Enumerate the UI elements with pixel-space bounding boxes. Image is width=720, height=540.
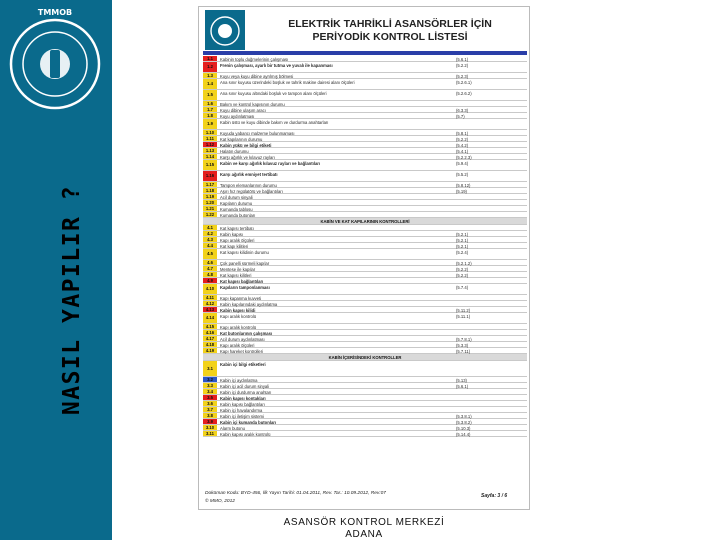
row-description: Frenin çalışması, ayarlı bir tutma ve yuvalı ile kapanması: [220, 63, 333, 68]
row-description: Kumanda tablosu: [220, 207, 253, 212]
row-code: 1.1: [203, 56, 217, 61]
row-code: 1.19: [203, 194, 217, 199]
row-reference: (5.3.3): [456, 343, 469, 348]
row-reference: (5.7.4): [456, 285, 469, 290]
checklist-row: [203, 361, 527, 377]
checklist-row: [203, 171, 527, 182]
document-logo-icon: [205, 10, 245, 50]
row-code: 4.9: [203, 278, 217, 283]
checklist-row: [203, 431, 527, 437]
row-description: Kapı hareket kontrolleri: [220, 349, 264, 354]
checklist-row: [203, 284, 527, 295]
row-description: Kabin içi acil durum sinyali: [220, 384, 270, 389]
row-description: Mentese ile kapılar: [220, 267, 256, 272]
document-page-number: Sayfa: 3 / 6: [481, 493, 508, 499]
row-code: 3.7: [203, 407, 217, 412]
checklist-row: [203, 119, 527, 130]
row-description: Halatın durumu: [220, 149, 249, 154]
row-reference: (5.9.4): [456, 161, 469, 166]
row-code: 4.18: [203, 342, 217, 347]
row-description: Kapı aralık ölçüleri: [220, 343, 255, 348]
row-code: 1.15: [203, 160, 217, 170]
row-code: 3.3: [203, 383, 217, 388]
row-reference: (5.7.11): [456, 349, 471, 354]
row-description: Kumanda butonları: [220, 213, 256, 218]
document-footer-copyright: © MMO, 2012: [205, 499, 235, 504]
row-code: 4.3: [203, 237, 217, 242]
row-reference: (5.7): [456, 114, 465, 119]
document-title-line2: PERİYODİK KONTROL LİSTESİ: [312, 31, 468, 43]
section-header-row: [203, 354, 527, 361]
row-description: Kuyu dibine ulaşım aracı: [220, 108, 266, 113]
row-code: 4.7: [203, 266, 217, 271]
row-description: Kapıların durumu: [220, 201, 253, 206]
row-code: 4.10: [203, 284, 217, 294]
row-code: 1.5: [203, 90, 217, 100]
row-reference: (5.2.1): [456, 232, 469, 237]
row-reference: (5.10.3): [456, 426, 471, 431]
row-description: Kabin içi iletişim sistemi: [220, 414, 264, 419]
row-description: Alarm butonu: [220, 426, 245, 431]
row-description: Kapı kapanma kuvveti: [220, 296, 262, 301]
row-reference: (5.5.2): [456, 172, 469, 177]
row-code: 1.11: [203, 136, 217, 141]
row-description: Kabinin toplu duğmelerinin çalışması: [220, 57, 289, 62]
row-description: Kuyu veya kuyu dibine ayrılmış bölmesi: [220, 74, 294, 79]
row-description: Ana sınır kuyusu üzerindeki boşluk ve tahrik makine dairesi alanı ölçüleri: [220, 80, 355, 85]
row-description: Kabin içi havalandırma: [220, 408, 263, 413]
row-code: 1.20: [203, 200, 217, 205]
row-description: Kuyuda yabancı malzeme bulunmaması: [220, 131, 295, 136]
vertical-title-text: NASIL YAPILIR ?: [59, 184, 85, 416]
row-code: 1.7: [203, 107, 217, 112]
row-reference: (5.2.6.2): [456, 91, 472, 96]
row-description: Kuyu aydınlatması: [220, 114, 255, 119]
row-code: 1.9: [203, 119, 217, 129]
checklist-row: [203, 160, 527, 171]
row-description: Tampon elemanlarının durumu: [220, 183, 277, 188]
row-description: Kabin kapısı bağlantıları: [220, 402, 265, 407]
row-reference: (5.6.1): [456, 57, 469, 62]
row-reference: (5.2.2): [456, 137, 469, 142]
row-code: 4.19: [203, 348, 217, 353]
row-reference: (5.8.12): [456, 183, 471, 188]
row-code: 1.21: [203, 206, 217, 211]
row-reference: (5.2.2.3): [456, 155, 472, 160]
row-code: 1.22: [203, 212, 217, 217]
row-description: Ana sınır kuyusu altındaki boşluk ve tampon alanı ölçüleri: [220, 91, 327, 96]
row-description: Kat butonlarının çalışması: [220, 331, 273, 336]
document-footer-code: Doküman Kodu: BYD-456, İlk Yayın Tarihi: 01.04.2011, Rev. Tar.: 10.09.2012, Rev:07: [205, 491, 386, 496]
row-reference: (5.4.2): [456, 143, 469, 148]
row-reference: (5.2.1.2): [456, 261, 472, 266]
row-description: Acil durum aydınlatması: [220, 337, 265, 342]
row-description: Kabin içi kumanda butonları: [220, 420, 277, 425]
row-code: 4.8: [203, 272, 217, 277]
document-title-line1: ELEKTRİK TAHRİKLİ ASANSÖRLER İÇİN: [288, 18, 492, 30]
row-reference: (5.11.2): [456, 308, 471, 313]
section-title: KABİN İÇERİSİNDEKİ KONTROLLER: [328, 355, 402, 360]
caption-city: ADANA: [345, 529, 383, 540]
row-code: 4.13: [203, 307, 217, 312]
row-code: 3.1: [203, 361, 217, 376]
row-reference: (6.3.3): [456, 108, 469, 113]
row-reference: (5.11.1): [456, 314, 471, 319]
row-reference: (5.14.4): [456, 432, 471, 437]
row-reference: (5.3.8.2): [456, 420, 472, 425]
row-reference: (5.13): [456, 378, 467, 383]
row-code: 1.6: [203, 101, 217, 106]
row-code: 4.4: [203, 243, 217, 248]
row-reference: (5.2.6.1): [456, 80, 472, 85]
row-description: Acil durum sinyali: [220, 195, 253, 200]
row-reference: (5.2.3): [456, 74, 469, 79]
row-code: 1.12: [203, 142, 217, 147]
row-reference: (5.2.2): [456, 267, 469, 272]
row-reference: (5.2.2): [456, 63, 469, 68]
row-code: 4.11: [203, 295, 217, 300]
row-code: 4.16: [203, 330, 217, 335]
row-reference: (5.7.8.1): [456, 337, 472, 342]
row-code: 3.11: [203, 431, 217, 436]
row-description: Kabin ve karşı ağırlık kılavuz rayları ve bağlantıları: [220, 161, 321, 166]
section-title: KABİN VE KAT KAPILARININ KONTROLLERİ: [320, 219, 410, 224]
row-description: Kapı aralık ölçüleri: [220, 238, 255, 243]
row-description: Kat kapısı kilidinin durumu: [220, 250, 269, 255]
checklist-row: [203, 313, 527, 324]
row-code: 4.1: [203, 225, 217, 230]
row-reference: (5.2.1): [456, 238, 469, 243]
row-reference: (5.2.4): [456, 250, 469, 255]
row-description: Kapı aralık kontrolü: [220, 325, 257, 330]
checklist-row: [203, 90, 527, 101]
row-code: 3.9: [203, 419, 217, 424]
row-description: Kabin içi aydınlatma: [220, 378, 258, 383]
row-description: Kat kapısı kilitleri: [220, 273, 252, 278]
row-description: Çok panelli sürmeli kapılar: [220, 261, 270, 266]
row-code: 4.15: [203, 324, 217, 329]
row-code: 1.3: [203, 73, 217, 78]
row-reference: (5.4.1): [456, 149, 469, 154]
row-code: 1.2: [203, 62, 217, 72]
row-code: 3.6: [203, 401, 217, 406]
row-description: Bakım ve kontrol kapısının durumu: [220, 102, 285, 107]
row-code: 4.6: [203, 260, 217, 265]
row-code: 4.2: [203, 231, 217, 236]
row-reference: (5.6.1): [456, 384, 469, 389]
sidebar-panel: [0, 0, 112, 540]
row-code: 1.13: [203, 148, 217, 153]
row-code: 1.8: [203, 113, 217, 118]
row-code: 3.4: [203, 389, 217, 394]
svg-text:TMMOB: TMMOB: [37, 8, 73, 17]
row-code: 3.8: [203, 413, 217, 418]
row-description: Kat kapı kilitleri: [220, 244, 249, 249]
row-code: 3.5: [203, 395, 217, 400]
row-code: 3.10: [203, 425, 217, 430]
row-description: Aşırı hız regülatörü ve bağlantıları: [220, 189, 283, 194]
row-reference: (5.3.8.1): [456, 414, 472, 419]
row-reference: (5.8.1): [456, 131, 469, 136]
row-reference: (5.2.2): [456, 273, 469, 278]
section-header-row: [203, 218, 527, 225]
row-reference: (5.2.1): [456, 244, 469, 249]
checklist-document: [198, 6, 530, 510]
row-description: Kapıların tamponlanması: [220, 285, 270, 290]
header-divider: [203, 51, 527, 55]
row-description: Karşı ağırlık emniyet tertibatı: [220, 172, 278, 177]
row-description: Karşı ağırlık ve kılavuz rayları: [220, 155, 275, 160]
row-description: Kat kapısı bağlantıları: [220, 279, 264, 284]
row-code: 4.5: [203, 249, 217, 259]
row-code: 1.16: [203, 171, 217, 181]
row-description: Kabin yükü ve bilgi etiketi: [220, 143, 272, 148]
document-header: [199, 7, 530, 51]
row-description: Kat kapısı tertibatı: [220, 226, 254, 231]
row-code: 3.2: [203, 377, 217, 382]
row-description: Kabin içi bilgi etiketleri: [220, 362, 266, 367]
row-description: Kabin kapısı aralık kontrolü: [220, 432, 271, 437]
row-code: 4.17: [203, 336, 217, 341]
row-code: 1.10: [203, 130, 217, 135]
row-description: Kabin kapısı: [220, 232, 244, 237]
row-code: 4.14: [203, 313, 217, 323]
checklist-table: [203, 56, 527, 437]
checklist-row: [203, 62, 527, 73]
row-code: 1.4: [203, 79, 217, 89]
row-code: 1.14: [203, 154, 217, 159]
row-reference: (5.19): [456, 189, 467, 194]
checklist-row: [203, 79, 527, 90]
mmo-logo-icon: [2, 2, 108, 124]
row-description: Kabin kapılarındaki aydınlatma: [220, 302, 278, 307]
row-description: Kabin içi durdurma anahtarı: [220, 390, 272, 395]
row-description: Kabin kapısı kontakları: [220, 396, 266, 401]
caption-title: ASANSÖR KONTROL MERKEZİ: [283, 517, 445, 528]
row-code: 4.12: [203, 301, 217, 306]
row-description: Kapı aralık kontrolü: [220, 314, 257, 319]
row-description: Kabin kapısı kilidi: [220, 308, 256, 313]
row-description: Kat kapılarının durumu: [220, 137, 263, 142]
row-code: 1.17: [203, 182, 217, 187]
row-code: 1.18: [203, 188, 217, 193]
row-description: Kabin üstü ve kuyu dibinde bakım ve durdurma anahtarları: [220, 120, 329, 125]
checklist-row: [203, 249, 527, 260]
